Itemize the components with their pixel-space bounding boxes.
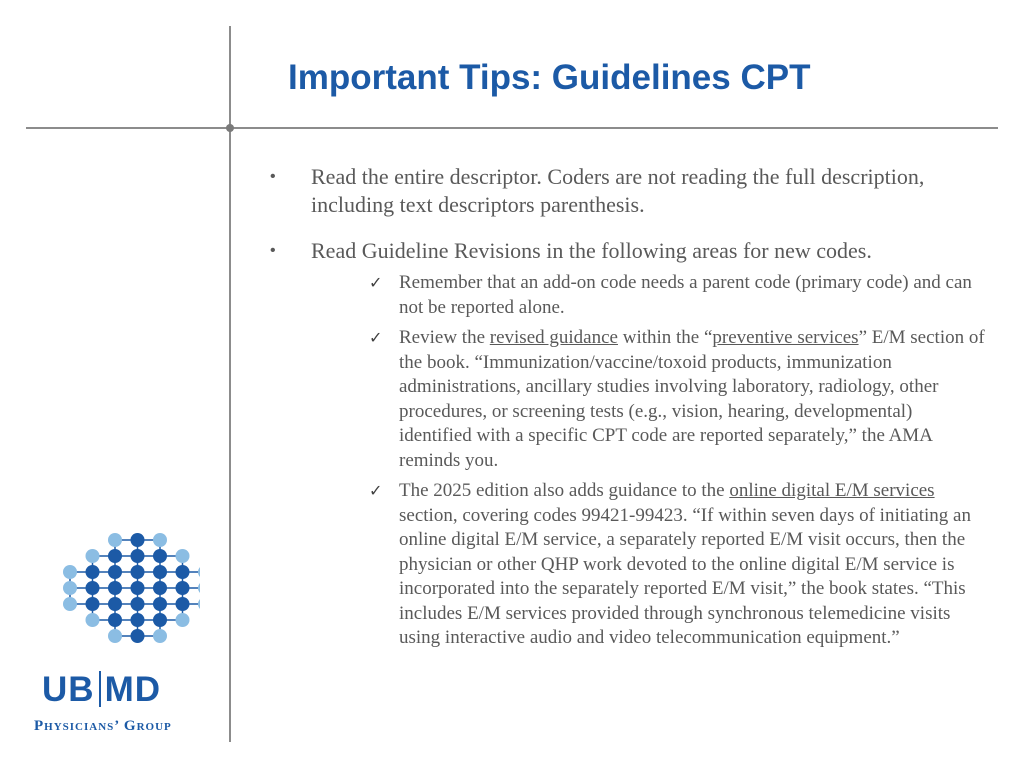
sub-bullet-list (311, 271, 988, 651)
logo-dot (131, 629, 145, 643)
slide-title: Important Tips: Guidelines CPT (288, 58, 811, 97)
logo-dot (86, 581, 100, 595)
sub-bullet-3-pre: The 2025 edition also adds guidance to the (399, 480, 730, 501)
logo-dot (176, 549, 190, 563)
logo-dot (86, 565, 100, 579)
sub-bullet-3 (311, 479, 988, 651)
brand-md: MD (104, 670, 161, 709)
logo-dot (108, 629, 122, 643)
horizontal-divider (26, 127, 998, 129)
slide-content (268, 163, 988, 657)
logo-dot (198, 597, 200, 611)
logo-dot (108, 597, 122, 611)
bullet-1-text: Read the entire descriptor. Coders are not reading the full description, including text descriptors parenthesis. (311, 164, 925, 217)
bullet-1 (268, 163, 988, 219)
bullet-2 (268, 237, 988, 651)
logo-dot (198, 581, 200, 595)
logo-dot (131, 565, 145, 579)
sub-bullet-2 (311, 326, 988, 473)
logo-dot (108, 549, 122, 563)
revised-guidance-link[interactable]: revised guidance (489, 327, 618, 348)
logo-dot (86, 549, 100, 563)
logo-dot (153, 533, 167, 547)
logo-dot (153, 549, 167, 563)
logo-dot (153, 597, 167, 611)
logo-dot (131, 613, 145, 627)
sub-bullet-2-pre: Review the (399, 327, 490, 348)
logo-dot (131, 549, 145, 563)
vertical-divider (229, 26, 231, 742)
checkmark-icon: ✓ (369, 328, 383, 347)
logo-dot (131, 533, 145, 547)
brand-separator (99, 671, 101, 707)
logo-dot (176, 581, 190, 595)
bullet-dot-icon: • (270, 168, 276, 185)
sub-bullet-2-post: ” E/M section of the book. “Immunization/vaccine/toxoid products, immunization administrations, ancillary studies involving laboratory, radiology, other procedures, or screening tests (e.g., vision, hearing, developmental) identified with a specific CPT code are reported separately,” the AMA reminds you. (399, 327, 985, 471)
sub-bullet-1 (311, 271, 988, 320)
divider-junction-dot (226, 124, 234, 132)
brand-ub: UB (42, 670, 95, 709)
logo-dot (86, 613, 100, 627)
preventive-services-link[interactable]: preventive services (712, 327, 859, 348)
logo-dot (153, 613, 167, 627)
logo-dot (63, 581, 77, 595)
sub-bullet-3-post: section, covering codes 99421-99423. “If within seven days of initiating an online digital E/M service, a separately reported E/M visit occurs, then the physician or other QHP work devoted to the online digital E/M service is incorporated into the separately reported E/M visit,” the book states. “This includes E/M services provided through synchronous telemedicine visits using interactive audio and video telecommunication equipment.” (399, 504, 971, 648)
bullet-dot-icon: • (270, 242, 276, 259)
checkmark-icon: ✓ (369, 481, 383, 500)
logo-dot (108, 581, 122, 595)
logo-dot (108, 613, 122, 627)
logo-dot (86, 597, 100, 611)
ubmd-logo-mark (40, 532, 200, 652)
ubmd-wordmark (42, 670, 161, 710)
logo-dot (63, 597, 77, 611)
logo-dot (176, 565, 190, 579)
bullet-2-text: Read Guideline Revisions in the following areas for new codes. (311, 238, 872, 263)
logo-dot (198, 565, 200, 579)
sub-bullet-2-mid: within the “ (617, 327, 713, 348)
logo-dot (131, 597, 145, 611)
logo-dot (153, 581, 167, 595)
dot-grid-icon (40, 532, 200, 652)
sub-bullet-1-text: Remember that an add-on code needs a parent code (primary code) and can not be reported alone. (399, 272, 972, 318)
logo-dot (108, 565, 122, 579)
logo-dot (153, 629, 167, 643)
physicians-group-label: Physicians’ Group (34, 718, 172, 734)
logo-dot (176, 613, 190, 627)
checkmark-icon: ✓ (369, 273, 383, 292)
logo-dot (131, 581, 145, 595)
logo-dot (108, 533, 122, 547)
logo-dot (176, 597, 190, 611)
logo-dot (153, 565, 167, 579)
online-digital-em-services-link[interactable]: online digital E/M services (729, 480, 935, 501)
logo-dot (63, 565, 77, 579)
